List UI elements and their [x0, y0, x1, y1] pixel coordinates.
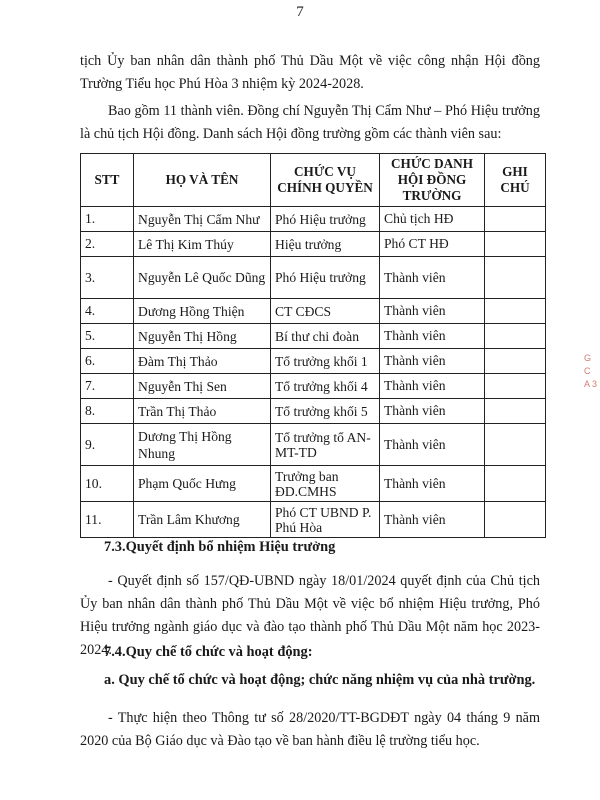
- cell-note: [485, 502, 546, 538]
- cell-position: CT CĐCS: [271, 299, 380, 324]
- cell-stt: 1.: [81, 207, 134, 232]
- cell-position: Hiệu trưởng: [271, 232, 380, 257]
- cell-note: [485, 466, 546, 502]
- cell-position: Phó Hiệu trưởng: [271, 257, 380, 299]
- cell-role: Thành viên: [380, 257, 485, 299]
- cell-note: [485, 349, 546, 374]
- council-table: [80, 153, 546, 538]
- cell-note: [485, 299, 546, 324]
- intro-paragraph: tịch Ủy ban nhân dân thành phố Thủ Dầu Một về việc công nhận Hội đồng Trường Tiểu học Phú Hòa 3 nhiệm kỳ 2024-2028.: [80, 53, 540, 92]
- section-7-4-heading: 7.4.Quy chế tổ chức và hoạt động:: [104, 644, 313, 660]
- cell-note: [485, 207, 546, 232]
- header-name: HỌ VÀ TÊN: [134, 154, 271, 207]
- table-row: [81, 424, 546, 466]
- cell-note: [485, 324, 546, 349]
- cell-name: Nguyễn Thị Hồng: [134, 324, 271, 349]
- stamp-fragment: [584, 352, 600, 442]
- table-row: [81, 299, 546, 324]
- header-role: CHỨC DANH HỘI ĐỒNG TRƯỜNG: [380, 154, 485, 207]
- table-header-row: [81, 154, 546, 207]
- cell-role: Thành viên: [380, 299, 485, 324]
- cell-stt: 10.: [81, 466, 134, 502]
- page-number: 7: [296, 4, 304, 20]
- cell-stt: 8.: [81, 399, 134, 424]
- cell-stt: 3.: [81, 257, 134, 299]
- cell-stt: 5.: [81, 324, 134, 349]
- cell-note: [485, 257, 546, 299]
- cell-role: Thành viên: [380, 399, 485, 424]
- cell-name: Dương Thị Hồng Nhung: [134, 424, 271, 466]
- header-stt: STT: [81, 154, 134, 207]
- cell-position: Phó Hiệu trưởng: [271, 207, 380, 232]
- cell-name: Đàm Thị Thảo: [134, 349, 271, 374]
- table-row: [81, 207, 546, 232]
- cell-position: Phó CT UBND P. Phú Hòa: [271, 502, 380, 538]
- cell-name: Lê Thị Kim Thúy: [134, 232, 271, 257]
- cell-name: Trần Thị Thảo: [134, 399, 271, 424]
- table-row: [81, 257, 546, 299]
- section-7-4-body: - Thực hiện theo Thông tư số 28/2020/TT-BGDĐT ngày 04 tháng 9 năm 2020 của Bộ Giáo dục và Đào tạo về ban hành điều lệ trường tiểu học.: [80, 710, 540, 749]
- cell-role: Chủ tịch HĐ: [380, 207, 485, 232]
- table-row: [81, 349, 546, 374]
- stamp-letter: G: [584, 353, 592, 363]
- cell-note: [485, 232, 546, 257]
- cell-name: Phạm Quốc Hưng: [134, 466, 271, 502]
- cell-name: Nguyễn Thị Cẩm Như: [134, 207, 271, 232]
- cell-stt: 2.: [81, 232, 134, 257]
- cell-note: [485, 374, 546, 399]
- header-position: CHỨC VỤ CHÍNH QUYỀN: [271, 154, 380, 207]
- cell-stt: 4.: [81, 299, 134, 324]
- cell-role: Thành viên: [380, 349, 485, 374]
- section-7-3-body: - Quyết định số 157/QĐ-UBND ngày 18/01/2024 quyết định của Chủ tịch Ủy ban nhân dân thành phố Thủ Dầu Một về việc bổ nhiệm Hiệu trưởng, Phó Hiệu trưởng ngành giáo dục và đào tạo thành phố Thủ Dầu Một năm học 2023-2024.: [80, 573, 540, 658]
- cell-name: Nguyễn Thị Sen: [134, 374, 271, 399]
- cell-role: Thành viên: [380, 466, 485, 502]
- cell-stt: 6.: [81, 349, 134, 374]
- table-row: [81, 374, 546, 399]
- cell-name: Dương Hồng Thiện: [134, 299, 271, 324]
- cell-position: Tổ trưởng khối 4: [271, 374, 380, 399]
- cell-stt: 11.: [81, 502, 134, 538]
- cell-position: Tổ trưởng khối 5: [271, 399, 380, 424]
- table-row: [81, 502, 546, 538]
- table-row: [81, 232, 546, 257]
- cell-note: [485, 399, 546, 424]
- cell-note: [485, 424, 546, 466]
- table-row: [81, 466, 546, 502]
- cell-position: Trưởng ban ĐD.CMHS: [271, 466, 380, 502]
- cell-role: Phó CT HĐ: [380, 232, 485, 257]
- cell-role: Thành viên: [380, 324, 485, 349]
- stamp-letter: C: [584, 366, 591, 376]
- header-note: GHI CHÚ: [485, 154, 546, 207]
- cell-position: Bí thư chi đoàn: [271, 324, 380, 349]
- cell-position: Tổ trưởng khối 1: [271, 349, 380, 374]
- table-row: [81, 324, 546, 349]
- cell-name: Trần Lâm Khương: [134, 502, 271, 538]
- cell-stt: 7.: [81, 374, 134, 399]
- cell-role: Thành viên: [380, 374, 485, 399]
- section-7-4-subheading: a. Quy chế tổ chức và hoạt động; chức năng nhiệm vụ của nhà trường.: [104, 672, 536, 688]
- cell-role: Thành viên: [380, 424, 485, 466]
- cell-stt: 9.: [81, 424, 134, 466]
- cell-name: Nguyễn Lê Quốc Dũng: [134, 257, 271, 299]
- members-paragraph: Bao gồm 11 thành viên. Đồng chí Nguyễn Thị Cẩm Như – Phó Hiệu trưởng là chủ tịch Hội đồng. Danh sách Hội đồng trường gồm các thành viên sau:: [80, 103, 540, 142]
- cell-position: Tổ trưởng tổ AN-MT-TD: [271, 424, 380, 466]
- table-row: [81, 399, 546, 424]
- cell-role: Thành viên: [380, 502, 485, 538]
- stamp-letter: A 3: [584, 379, 598, 389]
- section-7-3-heading: 7.3.Quyết định bổ nhiệm Hiệu trưởng: [104, 539, 336, 555]
